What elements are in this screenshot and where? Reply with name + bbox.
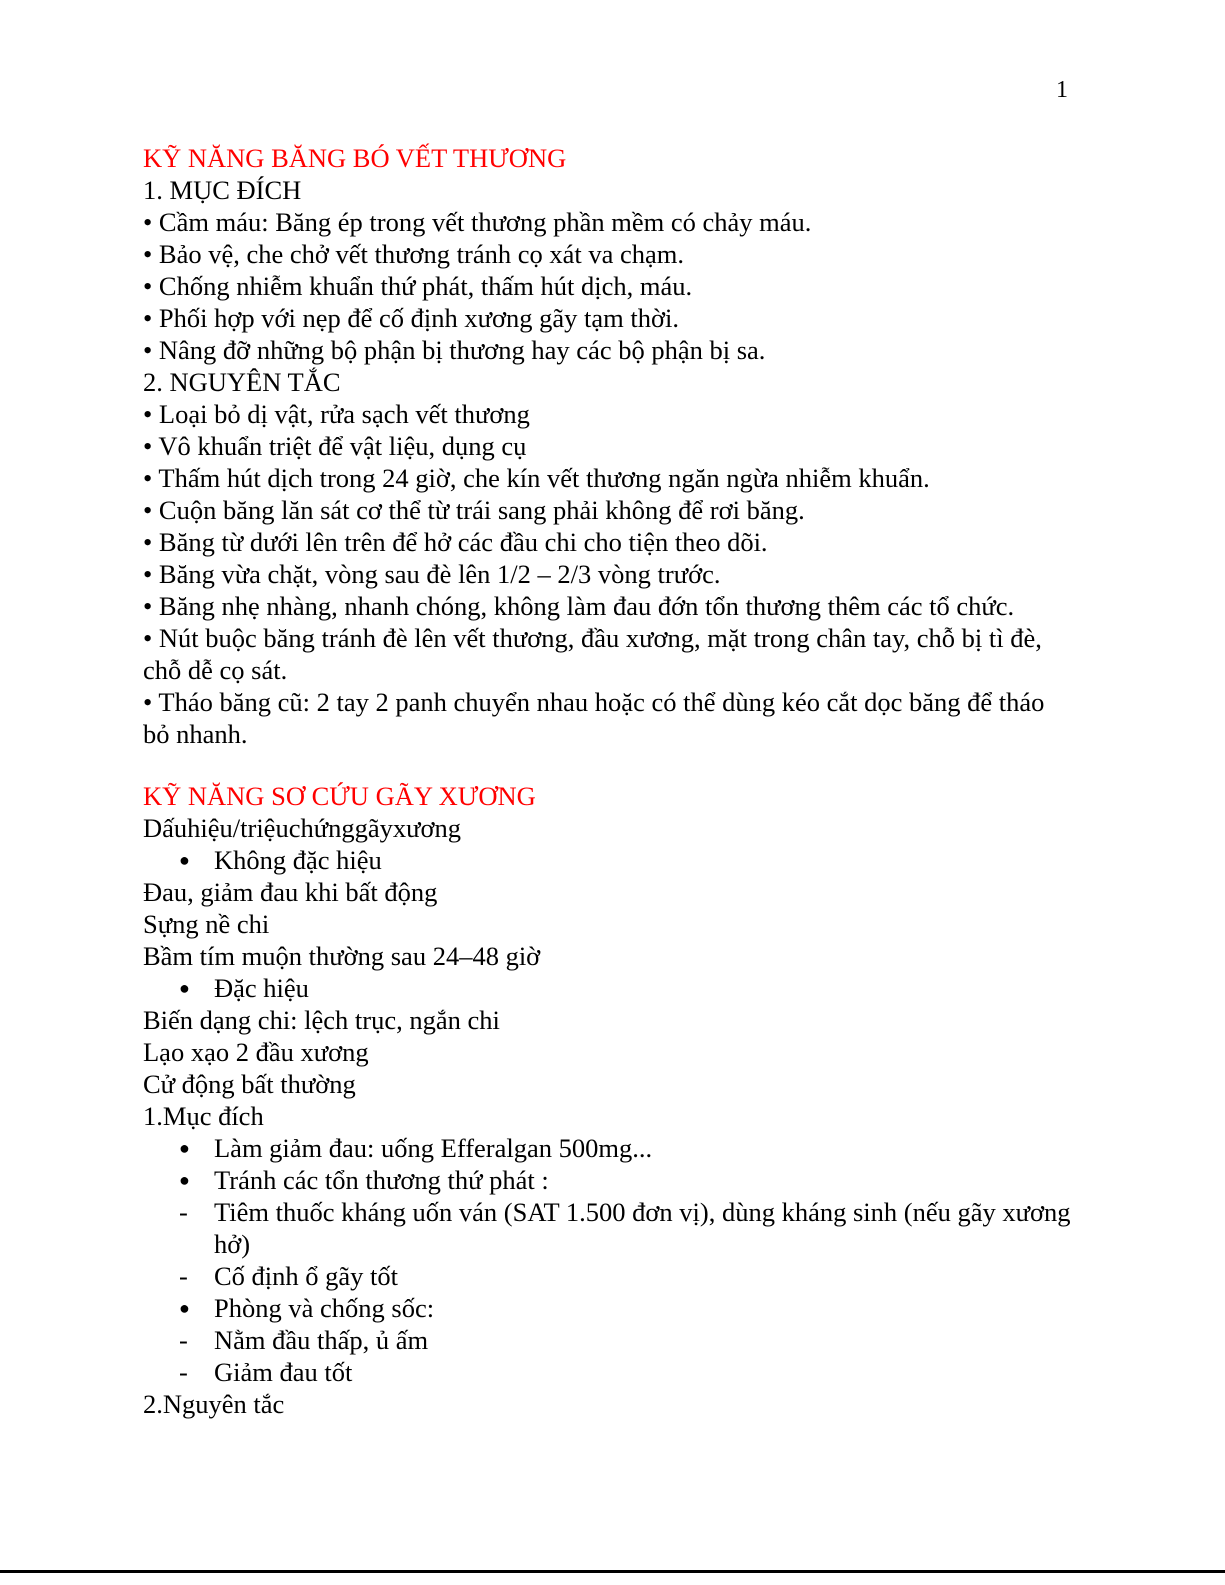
document-body — [143, 142, 1073, 1420]
subheading-principles: 2. NGUYÊN TẮC — [143, 367, 341, 397]
subheading-purpose: 1. MỤC ĐÍCH — [143, 175, 302, 205]
dash-item — [143, 1324, 1073, 1356]
page-bottom-border — [0, 1570, 1225, 1573]
section-title-fracture-first-aid: KỸ NĂNG SƠ CỨU GÃY XƯƠNG — [143, 781, 536, 811]
list-item: • Nút buộc băng tránh đè lên vết thương, đầu xương, mặt trong chân tay, chỗ bị tì đè, chỗ dễ cọ sát. — [143, 623, 1042, 685]
symptom-line: Sựng nề chi — [143, 909, 270, 939]
bullet-dot-icon: ● — [179, 1138, 190, 1158]
list-item: • Cầm máu: Băng ép trong vết thương phần mềm có chảy máu. — [143, 207, 812, 237]
subheading-signs: Dấuhiệu/triệuchứnggãyxương — [143, 813, 461, 843]
symptom-line: Biến dạng chi: lệch trục, ngắn chi — [143, 1005, 500, 1035]
bullet-dot-icon: ● — [179, 1170, 190, 1190]
list-item: • Phối hợp với nẹp để cố định xương gãy tạm thời. — [143, 303, 680, 333]
bullet-item — [143, 1132, 1073, 1164]
dash-item — [143, 1196, 1073, 1260]
list-item: • Nâng đỡ những bộ phận bị thương hay các bộ phận bị sa. — [143, 335, 766, 365]
dash-icon: - — [179, 1325, 188, 1355]
dash-label: Nằm đầu thấp, ủ ấm — [214, 1325, 429, 1355]
subheading-principles: 2.Nguyên tắc — [143, 1389, 285, 1419]
list-item: • Thấm hút dịch trong 24 giờ, che kín vết thương ngăn ngừa nhiễm khuẩn. — [143, 463, 930, 493]
bullet-item — [143, 1164, 1073, 1196]
bullet-item-nonspecific — [143, 844, 1073, 876]
bullet-label: Không đặc hiệu — [214, 845, 382, 875]
dash-item — [143, 1356, 1073, 1388]
list-item: • Loại bỏ dị vật, rửa sạch vết thương — [143, 399, 530, 429]
dash-label: Giảm đau tốt — [214, 1357, 353, 1387]
dash-item — [143, 1260, 1073, 1292]
bullet-label: Làm giảm đau: uống Efferalgan 500mg... — [214, 1133, 653, 1163]
list-item: • Băng vừa chặt, vòng sau đè lên 1/2 – 2/3 vòng trước. — [143, 559, 721, 589]
symptom-line: Đau, giảm đau khi bất động — [143, 877, 438, 907]
list-item: • Bảo vệ, che chở vết thương tránh cọ xát va chạm. — [143, 239, 684, 269]
list-item: • Chống nhiễm khuẩn thứ phát, thấm hút dịch, máu. — [143, 271, 693, 301]
bullet-dot-icon: ● — [179, 850, 190, 870]
list-item: • Tháo băng cũ: 2 tay 2 panh chuyển nhau hoặc có thể dùng kéo cắt dọc băng để tháo bỏ nhanh. — [143, 687, 1045, 749]
section-title-bandaging: KỸ NĂNG BĂNG BÓ VẾT THƯƠNG — [143, 143, 567, 173]
bullet-dot-icon: ● — [179, 1298, 190, 1318]
bullet-label: Phòng và chống sốc: — [214, 1293, 435, 1323]
dash-icon: - — [179, 1261, 188, 1291]
dash-label: Cố định ổ gãy tốt — [214, 1261, 399, 1291]
bullet-dot-icon: ● — [179, 978, 190, 998]
dash-icon: - — [179, 1197, 188, 1227]
bullet-label: Đặc hiệu — [214, 973, 309, 1003]
bullet-item-specific — [143, 972, 1073, 1004]
symptom-line: Bầm tím muộn thường sau 24–48 giờ — [143, 941, 541, 971]
subheading-purpose: 1.Mục đích — [143, 1101, 264, 1131]
symptom-line: Lạo xạo 2 đầu xương — [143, 1037, 369, 1067]
list-item: • Cuộn băng lăn sát cơ thể từ trái sang phải không để rơi băng. — [143, 495, 805, 525]
list-item: • Vô khuẩn triệt để vật liệu, dụng cụ — [143, 431, 527, 461]
dash-icon: - — [179, 1357, 188, 1387]
bullet-label: Tránh các tổn thương thứ phát : — [214, 1165, 549, 1195]
list-item: • Băng nhẹ nhàng, nhanh chóng, không làm đau đớn tổn thương thêm các tổ chức. — [143, 591, 1015, 621]
list-item: • Băng từ dưới lên trên để hở các đầu chi cho tiện theo dõi. — [143, 527, 768, 557]
bullet-item — [143, 1292, 1073, 1324]
symptom-line: Cử động bất thường — [143, 1069, 356, 1099]
page-number: 1 — [1056, 77, 1068, 103]
dash-label: Tiêm thuốc kháng uốn ván (SAT 1.500 đơn vị), dùng kháng sinh (nếu gãy xương hở) — [214, 1197, 1071, 1259]
